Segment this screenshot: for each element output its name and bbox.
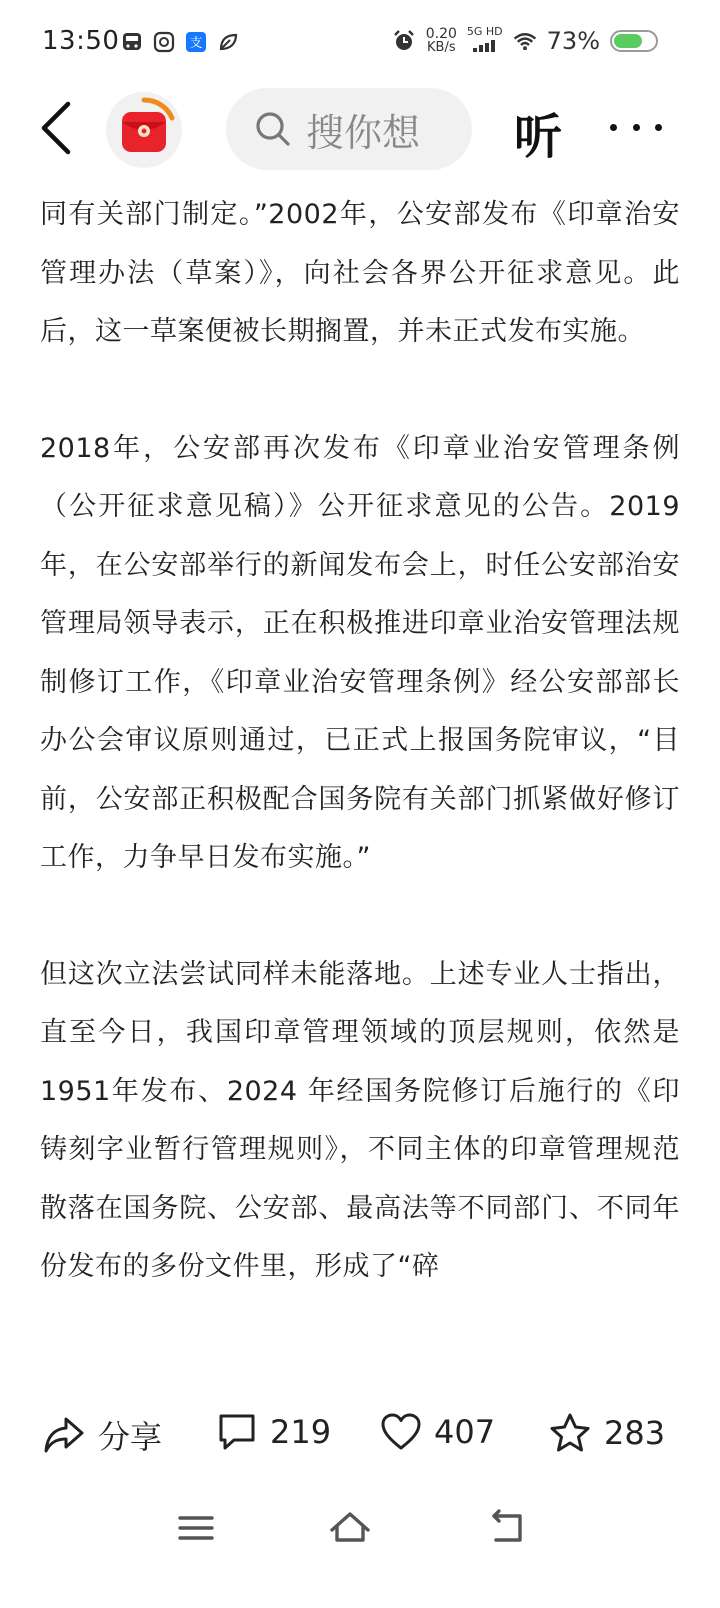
chevron-left-icon [34,100,78,156]
article-paragraph: 但这次立法尝试同样未能落地。上述专业人士指出，直至今日，我国印章管理领域的顶层规则，依然是1951年发布、2024 年经国务院修订后施行的《印铸刻字业暂行管理规则》，不同主体的印章管理规范散落在国务院、公安部、最高法等不同部门、不同年份发布的多份文件里，形成了“碎 [40,958,680,1282]
home-icon [328,1508,372,1548]
favorite-count: 283 [604,1414,666,1452]
article-paragraph: 2018年，公安部再次发布《印章业治安管理条例（公开征求意见稿）》公开征求意见的公告。2019年，在公安部举行的新闻发布会上，时任公安部治安管理局领导表示，正在积极推进印章业治安管理法规制修订工作，《印章业治安管理条例》经公安部部长办公会审议原则通过，已正式上报国务院审议，“目前，公安部正积极配合国务院有关部门抓紧做好修订工作，力争早日发布实施。” [40,432,680,873]
action-bar [0,1398,720,1474]
search-placeholder: 搜你想 [306,110,421,155]
more-dot-icon [633,124,640,131]
system-nav-bar [0,1490,720,1570]
leaf-app-icon [216,30,240,54]
svg-text:支: 支 [189,36,203,51]
network-speed [426,28,457,54]
back-arrow-icon [486,1508,530,1548]
status-bar [0,0,720,88]
battery-percent: 73% [546,27,600,55]
menu-icon [174,1508,218,1548]
comment-icon [216,1412,258,1452]
menu-nav-button[interactable] [174,1508,218,1548]
more-options-button[interactable] [610,102,662,152]
network-speed-value: 0.20 [425,26,457,42]
camera-app-icon [152,30,176,54]
search-box[interactable] [226,88,472,170]
search-icon [254,110,292,148]
like-button[interactable] [380,1412,495,1452]
battery-fill [614,34,642,48]
signal-icon [472,37,498,56]
wifi-icon [513,29,537,53]
status-right [392,26,658,56]
alarm-icon [392,29,416,53]
favorite-button[interactable] [548,1412,665,1454]
network-speed-unit: KB/s [427,40,456,55]
battery-icon [610,30,658,52]
article-paragraph: 同有关部门制定。”2002年，公安部发布《印章治安管理办法（草案）》，向社会各界公开征求意见。此后，这一草案便被长期搁置，并未正式发布实施。 [40,199,680,347]
back-button[interactable] [34,100,78,156]
more-dot-icon [655,124,662,131]
article-header [0,88,720,170]
alipay-icon [184,30,208,54]
share-label: 分享 [98,1418,163,1456]
more-dot-icon [610,124,617,131]
share-button[interactable] [42,1412,162,1458]
network-type-label: 5G HD [466,25,503,38]
status-time: 13:50 [42,26,120,56]
author-avatar[interactable] [106,92,182,168]
like-count: 407 [434,1413,496,1451]
red-envelope-logo-icon [106,92,182,168]
listen-button[interactable]: 听 [514,109,563,165]
back-nav-button[interactable] [486,1508,530,1548]
notification-icons [120,30,240,54]
heart-icon [380,1412,422,1452]
home-nav-button[interactable] [328,1508,372,1548]
comment-button[interactable] [216,1412,331,1452]
comment-count: 219 [270,1413,332,1451]
bus-icon [120,30,144,54]
star-icon [548,1412,592,1454]
share-icon [42,1415,86,1455]
article-body [40,186,680,1396]
